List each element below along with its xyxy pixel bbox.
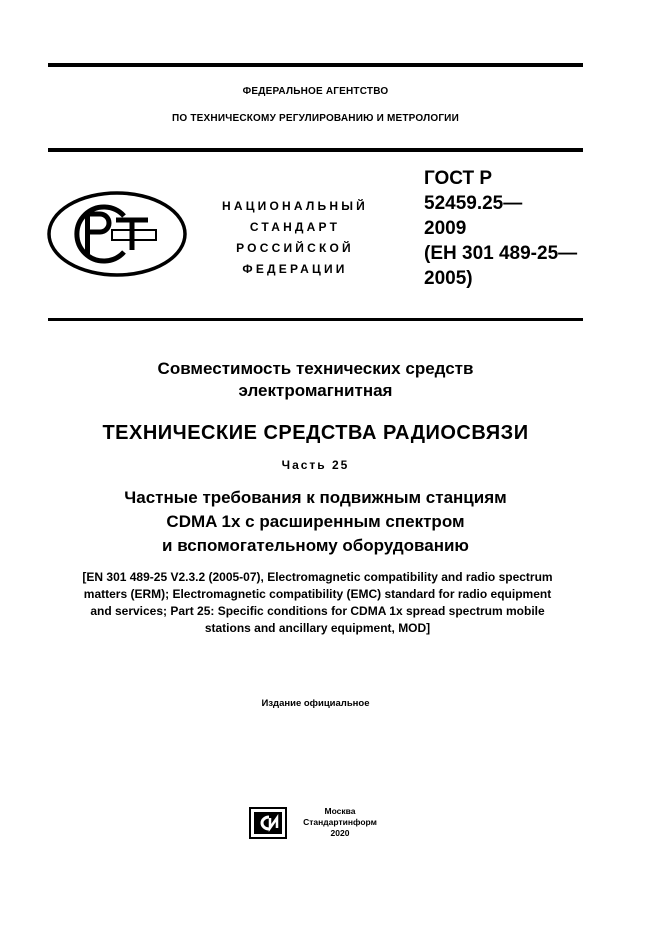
title-compatibility: [48, 358, 583, 402]
agency-line-2: ПО ТЕХНИЧЕСКОМУ РЕГУЛИРОВАНИЮ И МЕТРОЛОГИИ: [172, 113, 459, 124]
national-line-1: НАЦИОНАЛЬНЫЙ: [221, 199, 369, 213]
gost-line-2: 52459.25—: [424, 193, 523, 214]
subtitle-line-1: Частные требования к подвижным станциям: [124, 488, 507, 507]
national-line-3: РОССИЙСКОЙ: [236, 241, 354, 255]
national-line-4: ФЕДЕРАЦИИ: [242, 262, 348, 276]
publisher-info: [290, 806, 390, 839]
en-reference: [60, 569, 575, 637]
block-bottom-rule: [48, 318, 583, 321]
publisher-name: Стандартинформ: [303, 817, 377, 827]
main-title: ТЕХНИЧЕСКИЕ СРЕДСТВА РАДИОСВЯЗИ: [102, 422, 529, 444]
en-line-2: matters (ERM); Electromagnetic compatibility (EMC) standard for radio equipment: [83, 587, 552, 601]
header-bottom-rule: [48, 148, 583, 152]
en-line-1: [EN 301 489-25 V2.3.2 (2005-07), Electromagnetic compatibility and radio spectrum: [82, 570, 553, 584]
gost-line-1: ГОСТ Р: [424, 168, 493, 189]
en-line-4: stations and ancillary equipment, MOD]: [204, 621, 431, 635]
standartinform-logo-icon: [249, 807, 287, 839]
gost-line-4: (ЕН 301 489-25—: [424, 243, 578, 264]
subtitle: [48, 486, 583, 558]
agency-line-1: ФЕДЕРАЛЬНОЕ АГЕНТСТВО: [242, 86, 389, 97]
rst-emblem-icon: [46, 190, 188, 278]
publisher-year: 2020: [330, 828, 350, 838]
edition-label: Издание официальное: [261, 698, 370, 709]
national-line-2: СТАНДАРТ: [249, 220, 341, 234]
en-line-3: and services; Part 25: Specific conditions for CDMA 1x spread spectrum mobile: [90, 604, 545, 618]
title-line-2: электромагнитная: [238, 381, 393, 400]
gost-line-3: 2009: [424, 218, 467, 239]
gost-line-5: 2005): [424, 268, 473, 289]
title-line-1: Совместимость технических средств: [157, 359, 474, 378]
subtitle-line-2: CDMA 1x с расширенным спектром: [166, 512, 465, 531]
publisher-city: Москва: [324, 806, 356, 816]
part-label: Часть 25: [281, 458, 350, 472]
top-rule: [48, 63, 583, 67]
subtitle-line-3: и вспомогательному оборудованию: [162, 536, 469, 555]
national-standard-label: [200, 196, 390, 280]
gost-designation: [424, 166, 594, 291]
